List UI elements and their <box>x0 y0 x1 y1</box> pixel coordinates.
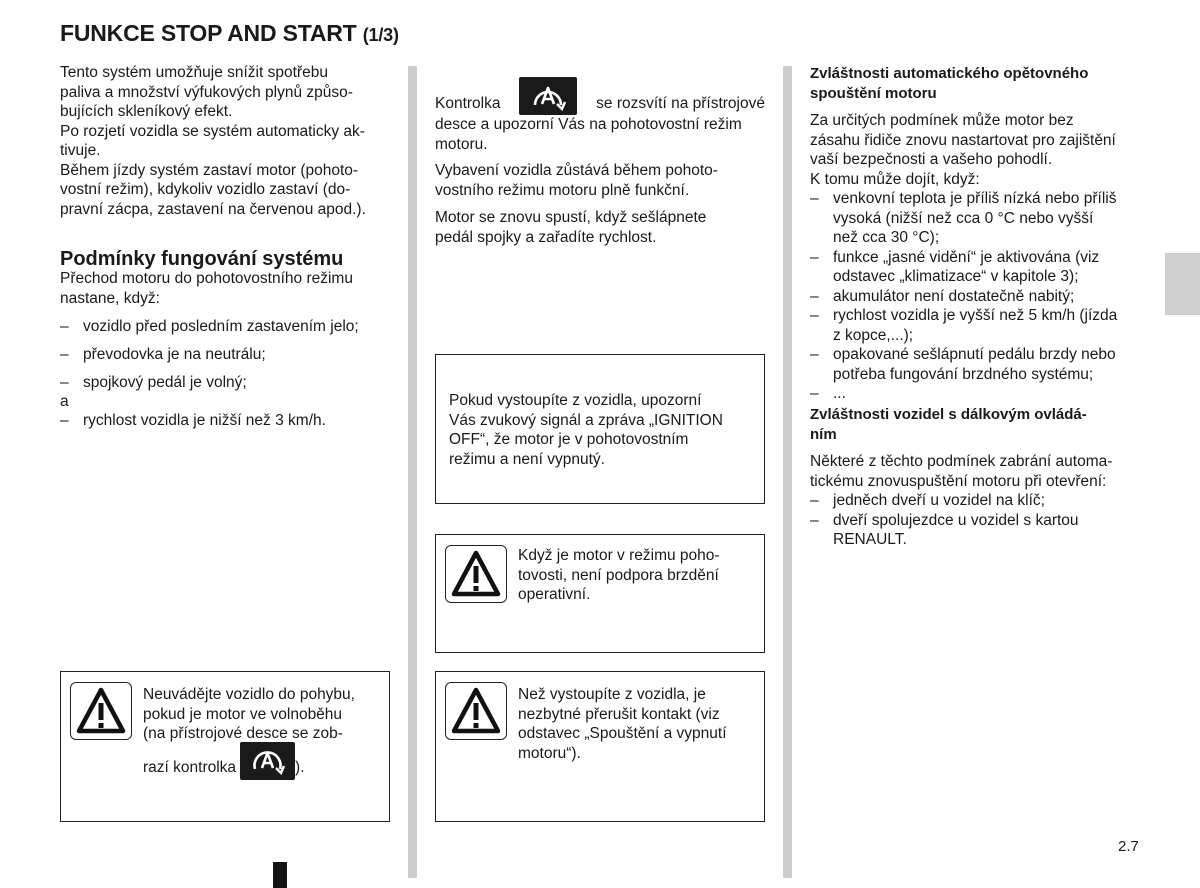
conjunction: a <box>60 393 69 410</box>
list-item: – vozidlo před posledním zastavením jelo; <box>60 318 359 335</box>
crop-mark <box>273 862 287 888</box>
note-text: Pokud vystoupíte z vozidla, upozorní Vás zvukový signál a zpráva „IGNITION OFF“, že motor je v pohotovostním režimu a není vypnutý. <box>449 392 723 468</box>
warning-triangle-icon <box>445 545 507 603</box>
warning-box-contact <box>435 671 765 822</box>
paragraph-remote: Některé z těchto podmínek zabrání automa- tickému znovuspuštění motoru při otevření: <box>810 453 1113 490</box>
warning-text: Než vystoupíte z vozidla, je nezbytné přerušit kontakt (viz odstavec „Spouštění a vypnutí motoru“). <box>518 686 727 762</box>
warning-box-idle <box>60 671 390 822</box>
section-heading: Podmínky fungování systému <box>60 248 344 270</box>
auto-stop-start-icon <box>240 742 295 780</box>
list-item: – rychlost vozidla je vyšší než 5 km/h (jízda z kopce,...); <box>810 307 1118 344</box>
restart-conditions-list <box>810 189 1140 404</box>
list-item: – spojkový pedál je volný; <box>60 374 247 391</box>
warning-triangle-icon <box>445 682 507 740</box>
telltale-paragraph: Kontrolka se rozsvítí na přístrojové desce a upozorní Vás na pohotovostní režim motoru. <box>435 77 765 154</box>
list-item: – opakované sešlápnutí pedálu brzdy nebo potřeba fungování brzdného systému; <box>810 346 1116 383</box>
warning-text-tail: razí kontrolka ). <box>143 742 383 780</box>
list-item: – dveří spolujezdce u vozidel s kartou RENAULT. <box>810 511 1079 548</box>
paragraph-restart: Motor se znovu spustí, když sešlápnete pedál spojky a zařadíte rychlost. <box>435 209 707 246</box>
chapter-side-tab <box>1165 253 1200 315</box>
auto-stop-start-icon <box>519 77 577 115</box>
warning-triangle-icon <box>70 682 132 740</box>
list-item: – akumulátor není dostatečně nabitý; <box>810 287 1075 305</box>
column-separator-right <box>783 66 792 878</box>
list-item: – ... <box>810 385 846 402</box>
intro-paragraph: Tento systém umožňuje snížit spotřebu paliva a množství výfukových plynů způso- bujících skleníkový efekt. Po rozjetí vozidla se systém automaticky ak- tivuje. Během jízdy systém zastaví motor (pohoto- vostní režim), kdykoliv vozidlo zastaví (do- pravní zácpa, zastavení na červenou apod.). <box>60 64 366 218</box>
page-title: FUNKCE STOP AND START (1/3) <box>60 20 399 46</box>
note-box-ignition <box>435 354 765 504</box>
list-item: – rychlost vozidla je nižší než 3 km/h. <box>60 412 326 429</box>
warning-text: Neuvádějte vozidlo do pohybu, pokud je motor ve volnoběhu (na přístrojové desce se zob- <box>143 686 355 742</box>
column-separator-left <box>408 66 417 878</box>
list-item: – venkovní teplota je příliš nízká nebo příliš vysoká (nižší než cca 0 °C nebo vyšší než cca 30 °C); <box>810 190 1117 246</box>
warning-box-brakes <box>435 534 765 653</box>
subheading-remote: Zvláštnosti vozidel s dálkovým ovládá- ním <box>810 406 1087 443</box>
subheading-auto-restart: Zvláštnosti automatického opětovného spouštění motoru <box>810 65 1089 102</box>
list-item: – převodovka je na neutrálu; <box>60 346 266 363</box>
title-part: (1/3) <box>362 25 399 45</box>
paragraph-equipment: Vybavení vozidla zůstává během pohoto- vostního režimu motoru plně funkční. <box>435 162 718 199</box>
warning-text: Když je motor v režimu poho- tovosti, není podpora brzdění operativní. <box>518 547 720 603</box>
list-item: – funkce „jasné vidění“ je aktivována (viz odstavec „klimatizace“ v kapitole 3); <box>810 248 1100 285</box>
paragraph-conditions: Za určitých podmínek může motor bez zásahu řidiče znovu nastartovat pro zajištění vaší bezpečnosti a vašeho pohodlí. K tomu může dojít, když: <box>810 112 1116 188</box>
remote-list <box>810 491 1140 550</box>
page-number: 2.7 <box>1118 838 1139 855</box>
list-item: – jedněch dveří u vozidel na klíč; <box>810 492 1045 509</box>
section-intro: Přechod motoru do pohotovostního režimu nastane, když: <box>60 270 353 307</box>
